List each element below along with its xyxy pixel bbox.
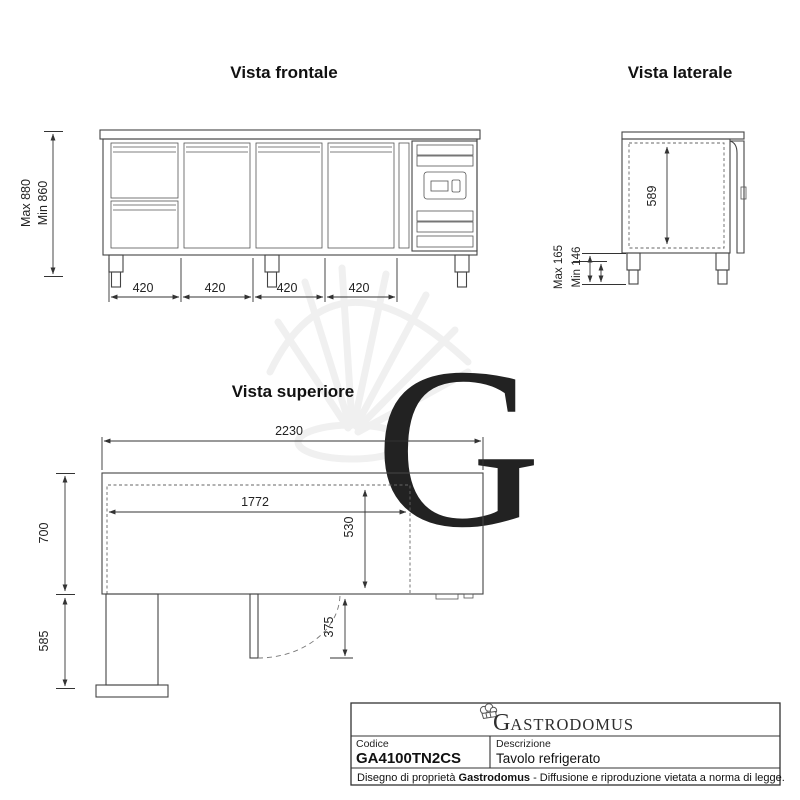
side-door-profile [730, 141, 744, 253]
code-label: Codice [356, 738, 389, 750]
top-view-title: Vista superiore [231, 382, 355, 401]
code-value: GA4100TN2CS [356, 750, 462, 767]
drawer-bottom [111, 201, 178, 248]
top-tab-large [436, 594, 458, 599]
front-doors [184, 143, 409, 248]
legal-note: Disegno di proprietà Gastrodomus - Diffusione e riproduzione vietata a norma di legge. [357, 772, 785, 784]
side-feet-max-label: Max 165 [553, 244, 565, 290]
door-1 [184, 143, 250, 248]
open-drawer-body [106, 594, 158, 685]
top-inner-length-dimension [109, 495, 406, 512]
side-view [553, 63, 746, 289]
front-view [19, 63, 480, 302]
compressor-panel [412, 141, 477, 251]
gastrodomus-watermark [270, 268, 541, 575]
side-inner-height-label: 589 [645, 185, 659, 207]
logo-wordmark: GASTRODOMUS [493, 710, 635, 736]
front-width-label-2: 420 [204, 281, 226, 295]
top-total-length-label: 2230 [275, 424, 303, 438]
side-inner-height-dimension [645, 147, 667, 244]
side-view-title: Vista laterale [627, 63, 733, 82]
ventilation-grille-top-1 [417, 145, 473, 155]
control-display [431, 181, 448, 191]
top-open-door [250, 594, 353, 658]
front-height-max-label: Max 880 [19, 179, 33, 227]
leg-middle [265, 255, 279, 272]
front-height-dimension [19, 132, 63, 277]
ventilation-grille-bottom-2 [417, 222, 473, 232]
front-width-label-4: 420 [348, 281, 370, 295]
open-drawer-front [96, 685, 168, 697]
front-view-title: Vista frontale [230, 63, 338, 82]
side-legs [627, 253, 729, 284]
top-drawer-extension-label: 585 [37, 630, 51, 652]
front-drawer-column [111, 143, 178, 248]
side-leg-back [716, 253, 729, 270]
ventilation-grille-bottom-1 [417, 211, 473, 221]
side-feet-min-label: Min 146 [571, 246, 583, 288]
side-inner-dashed [629, 143, 724, 248]
top-inner-depth-dimension [342, 490, 365, 588]
leg-right [455, 255, 469, 272]
ventilation-grille-top-2 [417, 156, 473, 166]
watermark-letter: G [375, 320, 542, 575]
side-feet-dimensions [553, 245, 626, 289]
drawer-top [111, 143, 178, 198]
top-inner-depth-label: 530 [342, 516, 356, 538]
control-button [452, 180, 460, 192]
ventilation-grille-bottom-3 [417, 236, 473, 247]
description-label: Descrizione [496, 738, 551, 750]
door-3 [328, 143, 394, 248]
title-block [351, 703, 785, 785]
top-open-drawer [96, 594, 168, 697]
door-2 [256, 143, 322, 248]
side-worktop [622, 132, 744, 139]
front-height-min-label: Min 860 [36, 180, 50, 226]
top-tab-small [464, 594, 473, 598]
front-width-label-3: 420 [276, 281, 298, 295]
compressor-unit [412, 141, 477, 251]
leg-left [109, 255, 123, 272]
open-door-panel [250, 594, 258, 658]
front-side-panel [399, 143, 409, 248]
top-inner-length-label: 1772 [241, 495, 269, 509]
front-width-dimensions [109, 258, 397, 302]
top-depth-dimensions [37, 474, 75, 689]
description-value: Tavolo refrigerato [496, 751, 601, 766]
side-body [622, 139, 730, 253]
top-depth-label: 700 [37, 522, 51, 544]
side-leg-front [627, 253, 640, 270]
front-worktop [100, 130, 480, 139]
front-width-label-1: 420 [132, 281, 154, 295]
top-door-swing-label: 375 [322, 616, 336, 638]
